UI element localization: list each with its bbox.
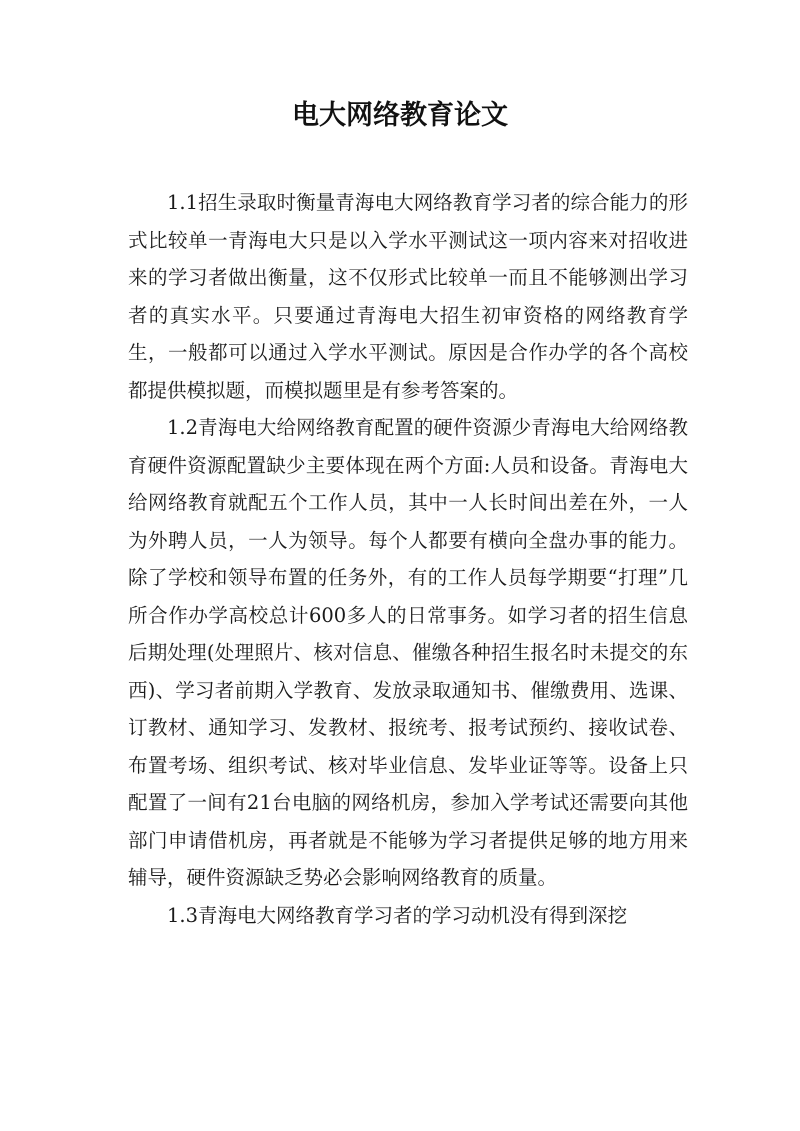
paragraph-1-1: 1.1招生录取时衡量青海电大网络教育学习者的综合能力的形式比较单一青海电大只是以入学水平测试这一项内容来对招收进来的学习者做出衡量，这不仅形式比较单一而且不能够测出学习者的真实水平。只要通过青海电大招生初审资格的网络教育学生，一般都可以通过入学水平测试。原因是合作办学的各个高校都提供模拟题，而模拟题里是有参考答案的。 (128, 191, 688, 402)
paragraph-1-2: 1.2青海电大给网络教育配置的硬件资源少青海电大给网络教育硬件资源配置缺少主要体现在两个方面:人员和设备。青海电大给网络教育就配五个工作人员，其中一人长时间出差在外，一人为外聘人员，一人为领导。每个人都要有横向全盘办事的能力。除了学校和领导布置的任务外，有的工作人员每学期要“打理”几所合作办学高校总计600多人的日常事务。如学习者的招生信息后期处理(处理照片、核对信息、催缴各种招生报名时未提交的东西)、学习者前期入学教育、发放录取通知书、催缴费用、选课、订教材、通知学习、发教材、报统考、报考试预约、接收试卷、布置考场、组织考试、核对毕业信息、发毕业证等等。设备上只配置了一间有21台电脑的网络机房，参加入学考试还需要向其他部门申请借机房，再者就是不能够为学习者提供足够的地方用来辅导，硬件资源缺乏势必会影响网络教育的质量。 (128, 416, 688, 889)
document-body (128, 184, 688, 934)
paragraph-1-3: 1.3青海电大网络教育学习者的学习动机没有得到深挖 (167, 903, 628, 927)
document-title: 电大网络教育论文 (292, 100, 508, 131)
